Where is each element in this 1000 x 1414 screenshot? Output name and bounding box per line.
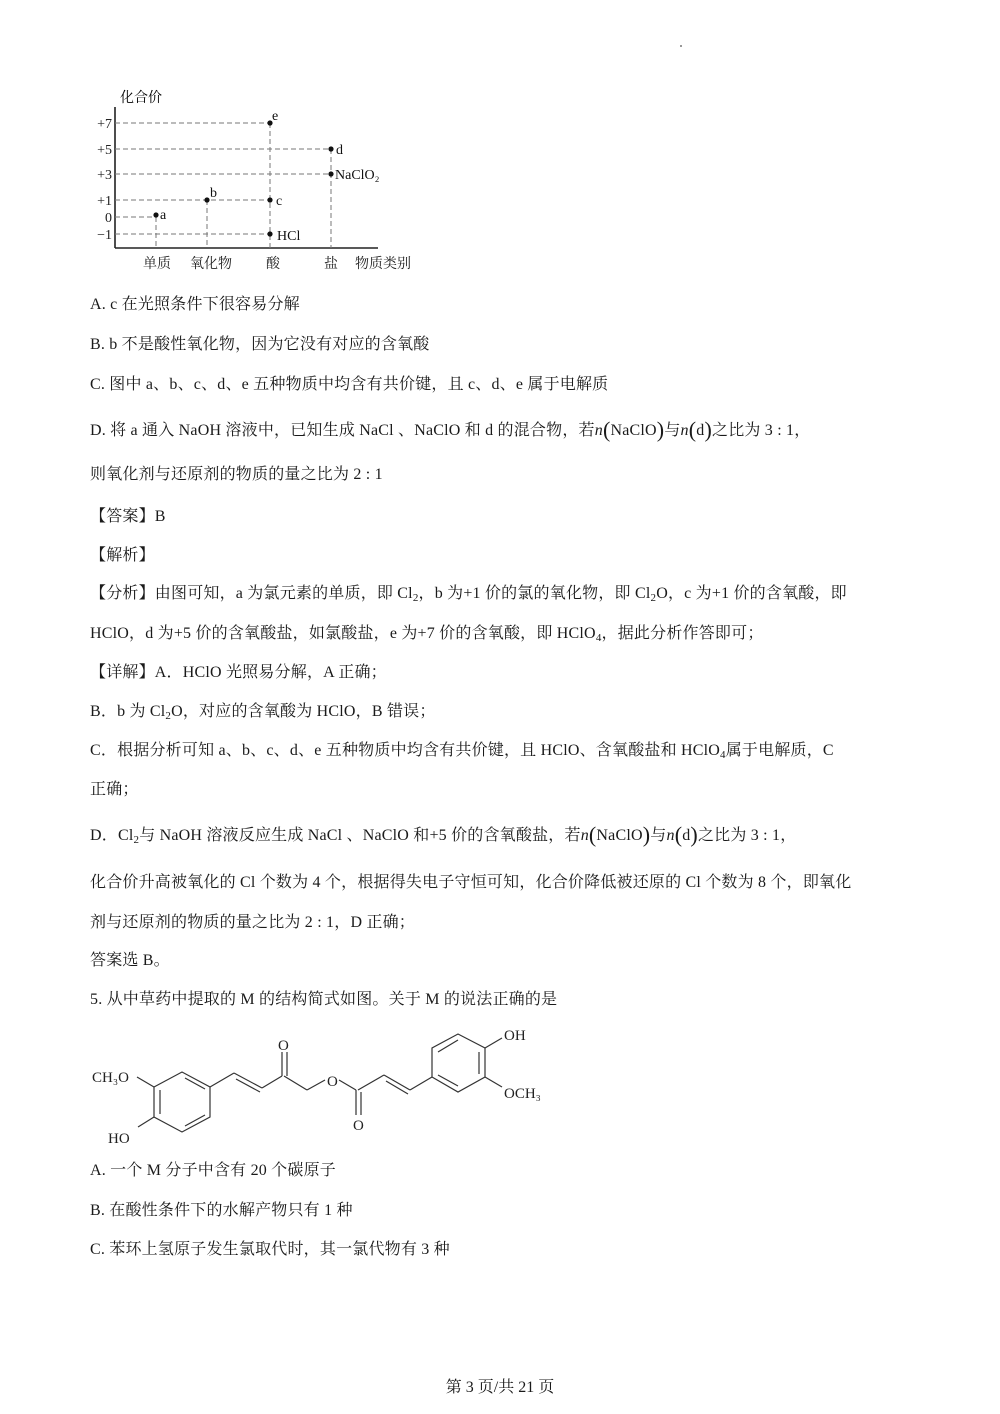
option-c: C. 图中 a、b、c、d、e 五种物质中均含有共价键，且 c、d、e 属于电解质 (90, 376, 609, 393)
analysis-line1: 【分析】由图可知，a 为氯元素的单质，即 $Cl_2$，b 为+1 价的氯的氧化物，即 $Cl_2O$，c 为+1 价的含氧酸，即 (90, 585, 847, 604)
option-d-text: D. 将 a 通入 NaOH 溶液中，已知生成 NaCl 、NaClO 和 d 的混合物，若 (90, 422, 595, 439)
q5-option-a: A. 一个 M 分子中含有 20 个碳原子 (90, 1162, 336, 1179)
math-arg: NaClO (610, 422, 657, 439)
label-b: b (210, 186, 217, 201)
detail-b: B．b 为 $Cl_2O$，对应的含氧酸为 HClO，B 错误； (90, 703, 436, 722)
y-axis-title: 化合价 (120, 90, 162, 106)
x-category: 盐 (324, 256, 338, 272)
detail-d-line2: 化合价升高被氧化的 Cl 个数为 4 个，根据得失电子守恒可知，化合价降低被还原的 Cl 个数为 8 个，即氧化 (90, 874, 852, 891)
page-indicator: 第 3 页/共 21 页 (445, 1379, 555, 1396)
label-ketone-o: O (278, 1038, 289, 1054)
answer-label: 【答案】B (90, 508, 166, 525)
option-a: A. c 在光照条件下很容易分解 (90, 296, 300, 313)
point-b (204, 197, 209, 202)
option-d-text: 之比为 3 : 1， (712, 422, 811, 439)
label-carbonyl-o: O (353, 1118, 364, 1134)
label-a: a (160, 208, 167, 223)
analysis-label: 【解析】 (90, 547, 155, 564)
math-n: n (594, 422, 603, 439)
scan-speck (680, 45, 682, 47)
y-tick: 0 (105, 211, 112, 226)
x-category: 酸 (266, 256, 280, 272)
y-tick: −1 (97, 228, 112, 243)
label-ho: HO (108, 1131, 130, 1147)
y-tick: +1 (97, 194, 112, 209)
detail-c: C．根据分析可知 a、b、c、d、e 五种物质中均含有共价键，且 HClO、含氧酸盐和 HClO$_4$属于电解质，C (90, 742, 834, 761)
label-ester-o: O (327, 1074, 338, 1090)
math-arg: d (696, 422, 705, 439)
option-b: B. b 不是酸性氧化物，因为它没有对应的含氧酸 (90, 336, 430, 353)
label-e: e (272, 109, 279, 124)
analysis-line2: HClO，d 为+5 价的含氧酸盐，如氯酸盐，e 为+7 价的含氧酸，即 HClO$_4$，据此分析作答即可； (90, 625, 764, 644)
option-d-line2: 则氧化剂与还原剂的物质的量之比为 2 : 1 (90, 466, 383, 483)
label-naclo2: NaClO₂ (335, 168, 380, 183)
point-a (153, 212, 158, 217)
x-category: 氧化物 (190, 256, 232, 272)
final-answer: 答案选 B。 (90, 952, 170, 969)
point-d (328, 146, 333, 151)
option-d: D. 将 a 通入 NaOH 溶液中，已知生成 NaCl 、NaClO 和 d 的混合物，若n(NaClO)与n(d)之比为 3 : 1， (90, 417, 811, 442)
x-axis-title: 物质类别 (355, 256, 411, 272)
detail-a: 【详解】A．HClO 光照易分解，A 正确； (90, 664, 387, 681)
point-c (267, 197, 272, 202)
label-och3: OCH₃ (504, 1086, 541, 1102)
detail-d: D．$Cl_2$与 NaOH 溶液反应生成 NaCl 、NaClO 和+5 价的含氧酸盐，若n(NaClO)与n(d)之比为 3 : 1， (90, 822, 797, 847)
molecule-m-structure (82, 1020, 582, 1155)
q5-option-c: C. 苯环上氢原子发生氯取代时，其一氯代物有 3 种 (90, 1241, 450, 1258)
y-tick: +7 (97, 117, 112, 132)
y-tick: +3 (97, 168, 112, 183)
detail-c-line2: 正确； (90, 781, 139, 798)
math-n: n (680, 422, 689, 439)
option-d-text: 与 (664, 422, 681, 439)
label-oh: OH (504, 1028, 526, 1044)
question5-stem: 5. 从中草药中提取的 M 的结构简式如图。关于 M 的说法正确的是 (90, 991, 558, 1008)
label-ch3o: CH₃O (92, 1070, 129, 1086)
y-tick: +5 (97, 143, 112, 158)
point-hcl (267, 231, 272, 236)
left-benzene-ring (154, 1072, 210, 1132)
point-naclo2 (328, 171, 333, 176)
label-c: c (276, 194, 283, 209)
label-hcl: HCl (277, 229, 301, 244)
detail-d-line3: 剂与还原剂的物质的量之比为 2 : 1，D 正确； (90, 914, 416, 931)
q5-option-b: B. 在酸性条件下的水解产物只有 1 种 (90, 1202, 353, 1219)
x-category: 单质 (143, 256, 171, 272)
right-benzene-ring (432, 1034, 485, 1092)
label-d: d (336, 143, 343, 158)
valence-category-chart (90, 82, 430, 277)
